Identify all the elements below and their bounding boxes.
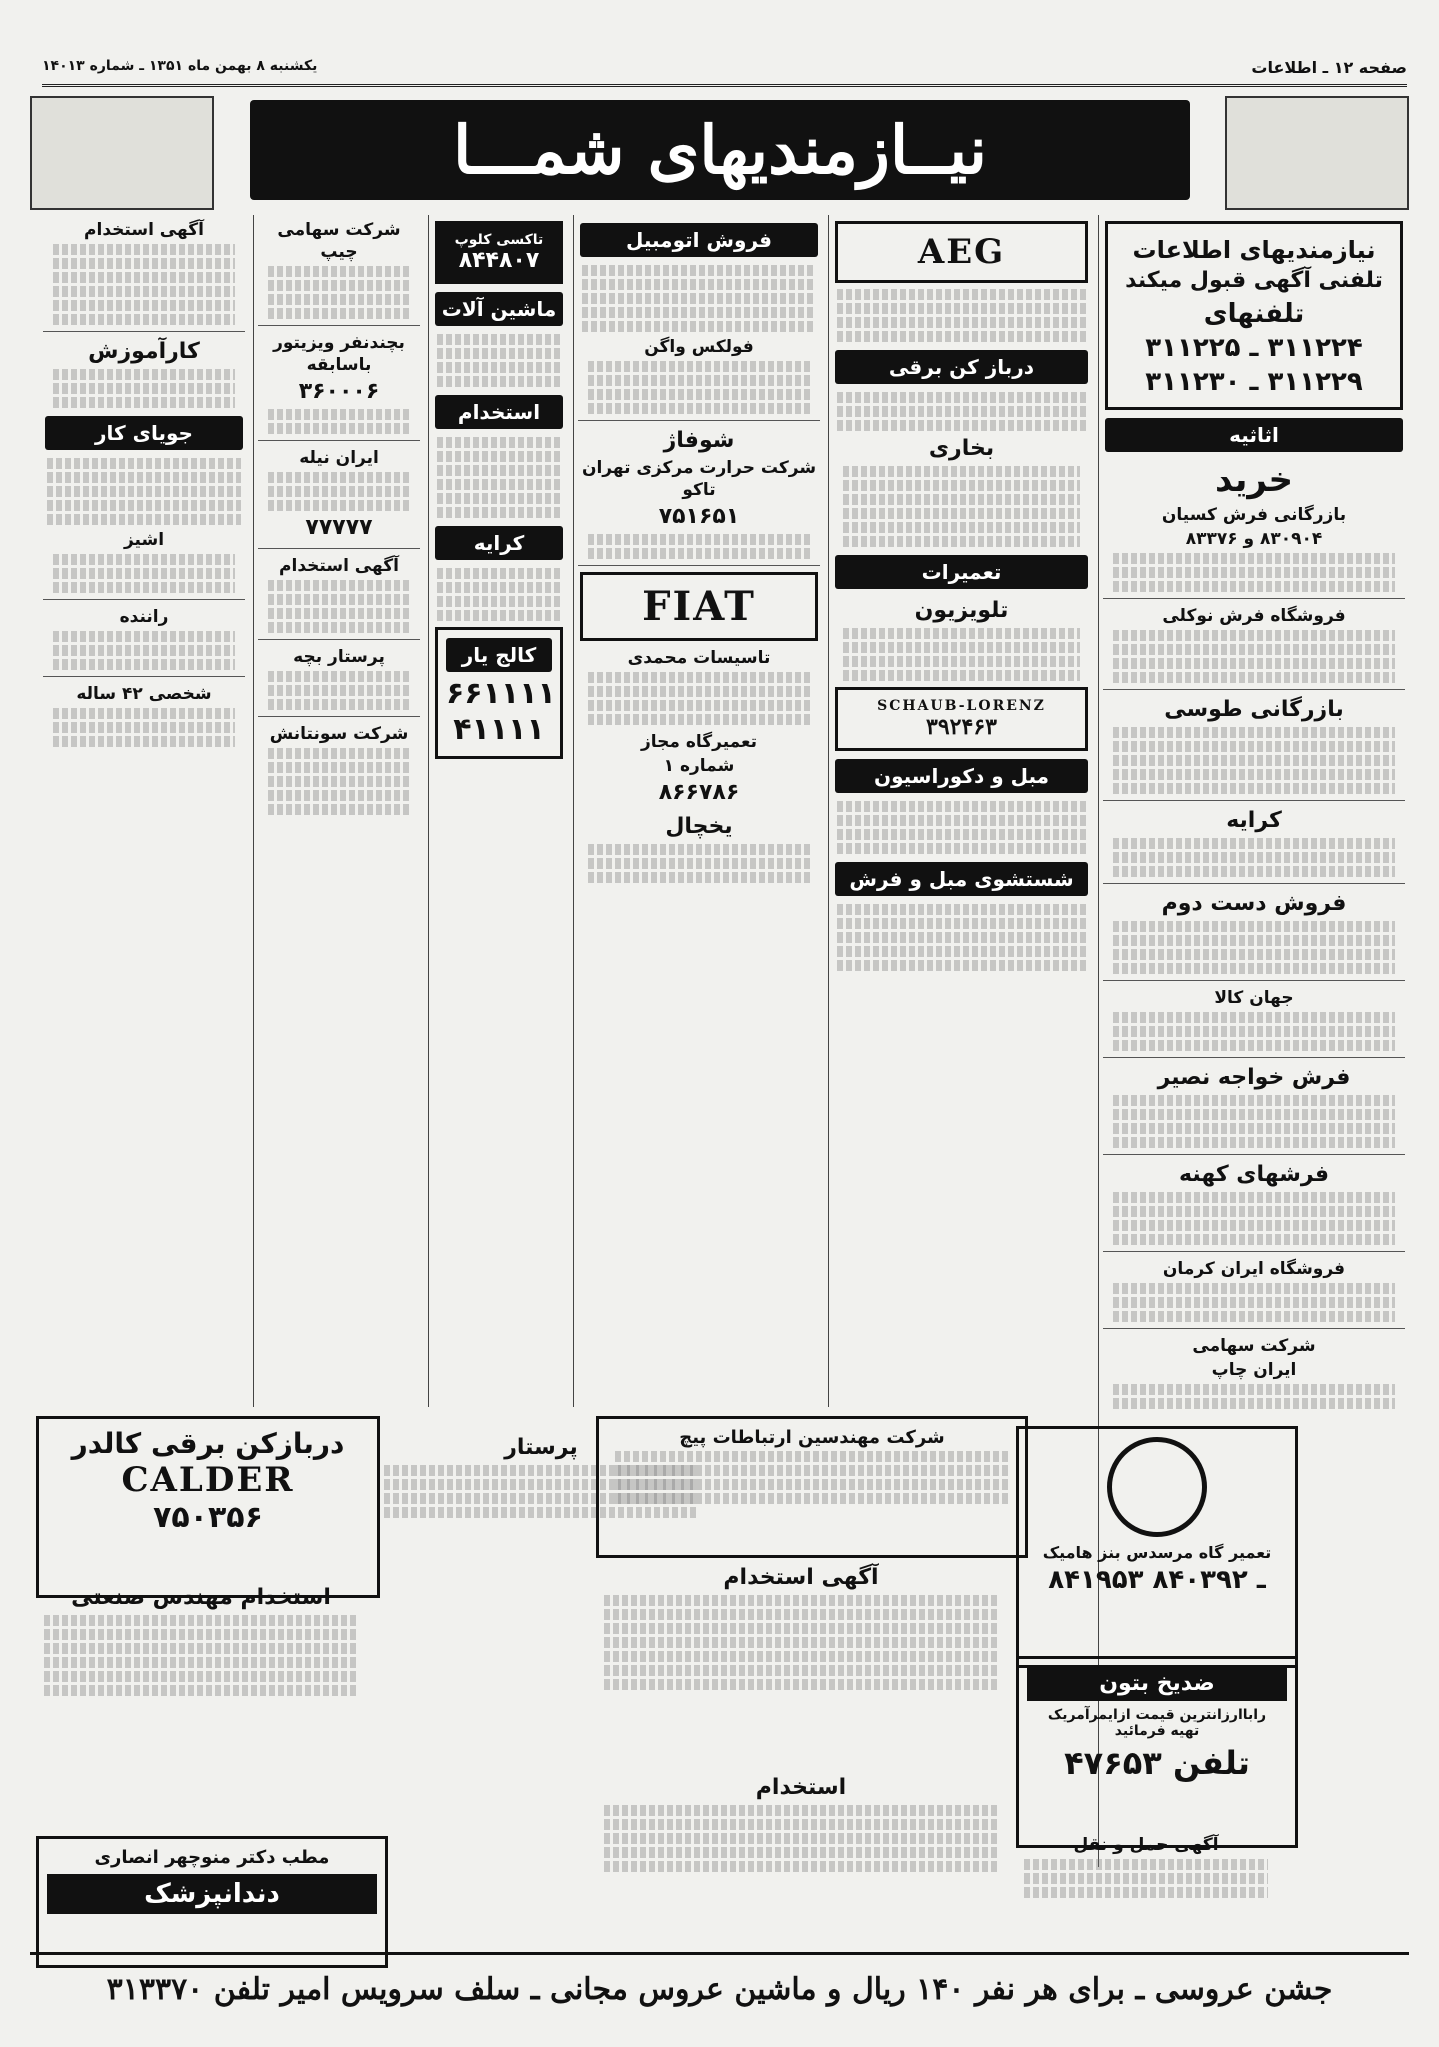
- page-header: [42, 58, 1407, 87]
- removal-title: آگهی حمل و نقل: [1073, 1835, 1219, 1855]
- engineer-hiring-title: استخدام مهندس صنعتی: [71, 1585, 331, 1610]
- college-title: کالج یار: [446, 638, 552, 672]
- column-6: [39, 215, 249, 1407]
- col6-ad-4: [45, 606, 243, 670]
- beton-line: راباارزانترین قیمت ازایمرآمریک تهیه فرمائید: [1047, 1707, 1267, 1739]
- ad-tv: [835, 597, 1088, 681]
- schaub-lorenz-logo: [835, 687, 1088, 751]
- ad-shoflaz: [580, 427, 818, 559]
- ad-10: [1105, 1335, 1403, 1409]
- ad-10-title: شرکت سهامی: [1192, 1336, 1316, 1356]
- taxi-club-box: [435, 221, 563, 284]
- taxi-club-phone: ۸۴۴۸۰۷: [458, 248, 540, 273]
- banner-illustration-left: [30, 96, 214, 210]
- contact-box-phones-2: ۳۱۱۲۲۹ ـ ۳۱۱۲۳۰: [1145, 367, 1363, 397]
- col6-ad-2: [45, 338, 243, 408]
- section-banner: نیــازمندیهای شمـــا: [250, 100, 1190, 200]
- contact-box-phones-1: ۳۱۱۲۲۴ ـ ۳۱۱۲۲۵: [1145, 333, 1363, 363]
- ad-majaz-phone: ۸۶۶۷۸۶: [658, 780, 740, 805]
- col5-ad-4-title: آگهی استخدام: [279, 556, 399, 576]
- col6-ad-5-title: شخصی ۴۲ ساله: [76, 684, 212, 704]
- col5-ad-3: [260, 447, 418, 542]
- calder-latin: CALDER: [121, 1460, 295, 1500]
- col6-ad-1: [45, 219, 243, 325]
- calder-title: دربازکن برقی کالدر: [71, 1427, 345, 1460]
- dentist-title: مطب دکتر منوچهر انصاری: [94, 1847, 330, 1868]
- ad-tv-title: تلویزیون: [914, 598, 1009, 623]
- ad-4: [1105, 807, 1403, 877]
- col6-ad-1-title: آگهی استخدام: [84, 220, 204, 240]
- removal-ad: [1016, 1834, 1276, 1934]
- ad-6: [1105, 987, 1403, 1051]
- ad-1-body: ۸۳۰۹۰۴ و ۸۳۳۷۶: [1185, 529, 1323, 549]
- col5-ad-5: [260, 646, 418, 710]
- calder-ad: [36, 1416, 380, 1598]
- ad-8: [1105, 1161, 1403, 1245]
- taxi-club-title: تاکسی کلوپ: [454, 232, 544, 248]
- page-label: صفحه ۱۲ ـ اطلاعات: [1251, 58, 1407, 77]
- ad-11-title: ایران چاپ: [1211, 1360, 1297, 1380]
- mercedes-phone: ۸۴۱۹۵۳ ـ ۸۴۰۳۹۲: [1048, 1565, 1266, 1595]
- ad-9-title: فروشگاه ایران کرمان: [1162, 1259, 1346, 1279]
- mercedes-logo-icon: [1107, 1437, 1207, 1537]
- col6-ad-2-title: کارآموزش: [88, 339, 200, 364]
- column-2: [828, 215, 1094, 1407]
- section-machinery: ماشین آلات: [435, 292, 563, 326]
- col6-ad-3-title: اشیز: [123, 530, 165, 550]
- ad-installers: [580, 647, 818, 725]
- section-job-seekers: جویای کار: [45, 416, 243, 450]
- hiring-ad-1: [596, 1564, 1006, 1764]
- beton-title: ضدیخ بتون: [1027, 1667, 1287, 1701]
- hiring-ad-2-title: استخدام: [755, 1775, 847, 1800]
- col5-ad-3-phone: ۷۷۷۷۷: [305, 515, 373, 540]
- dentist-subtitle: دندانپزشک: [47, 1874, 377, 1914]
- calder-phone: ۷۵۰۳۵۶: [153, 1500, 263, 1535]
- col5-ad-4: [260, 555, 418, 633]
- col6-ad-4-title: راننده: [119, 607, 169, 627]
- col6-ad-3: [45, 529, 243, 593]
- ad-5: [1105, 890, 1403, 974]
- ad-majaz-title: تعمیرگاه مجاز: [640, 732, 758, 752]
- ad-majaz-no: شماره ۱: [663, 756, 735, 776]
- ad-9: [1105, 1258, 1403, 1322]
- col6-ad-5: [45, 683, 243, 747]
- banner-illustration-right: [1225, 96, 1409, 210]
- issue-info: یکشنبه ۸ بهمن ماه ۱۳۵۱ ـ شماره ۱۴۰۱۳: [42, 58, 318, 74]
- column-5: [253, 215, 424, 1407]
- college-phone-1: ۶۶۱۱۱۱: [446, 676, 556, 711]
- col5-ad-2-phone: ۳۶۰۰۰۶: [298, 379, 380, 404]
- col5-ad-2: [260, 332, 418, 434]
- engineers-co-title: شرکت مهندسین ارتباطات پیچ: [679, 1427, 945, 1448]
- engineers-co-ad: [596, 1416, 1028, 1558]
- ad-heating-phone: ۷۵۱۶۵۱: [658, 504, 740, 529]
- schaub-lorenz-phone: ۳۹۲۴۶۳: [926, 714, 997, 740]
- schaub-lorenz-name: SCHAUB-LORENZ: [877, 698, 1046, 714]
- col5-ad-1: [260, 219, 418, 319]
- col5-ad-6: [260, 723, 418, 815]
- ad-bukhari-title: بخاری: [928, 436, 995, 461]
- ad-majaz: [580, 731, 818, 807]
- contact-box-phones-label: تلفنهای: [1203, 299, 1305, 329]
- engineer-hiring-ad: [36, 1584, 366, 1734]
- section-washing: شستشوی مبل و فرش: [835, 862, 1088, 896]
- ad-volkswagen-title: فولکس واگن: [644, 337, 754, 357]
- ad-installers-title: تاسیسات محمدی: [627, 648, 771, 668]
- col5-ad-2-title: بچندنفر ویزیتور باسابقه: [273, 333, 405, 375]
- ad-fridge-title: یخچال: [665, 814, 733, 839]
- ad-3-title: بازرگانی طوسی: [1164, 697, 1344, 722]
- ad-8-title: فرشهای کهنه: [1179, 1162, 1329, 1187]
- mercedes-ad: [1016, 1426, 1298, 1668]
- college-box: [435, 627, 563, 759]
- col5-lower-title: پرستار: [504, 1435, 578, 1460]
- section-door-openers: درباز کن برقی: [835, 350, 1088, 384]
- section-hiring: استخدام: [435, 395, 563, 429]
- section-rent: کرایه: [435, 526, 563, 560]
- contact-box-line: تلفنی آگهی قبول میکند: [1125, 268, 1383, 293]
- section-furnishing: مبل و دکوراسیون: [835, 759, 1088, 793]
- contact-box-title: نیازمندیهای اطلاعات: [1132, 236, 1376, 264]
- col5-ad-3-title: ایران نیله: [299, 448, 379, 468]
- col5-ad-5-title: پرستار بچه: [293, 647, 385, 667]
- ad-3: [1105, 696, 1403, 794]
- section-furniture: اثاثیه: [1105, 418, 1403, 452]
- hiring-ad-2: [596, 1774, 1006, 1924]
- column-4: [428, 215, 569, 1407]
- dentist-ad: [36, 1836, 388, 1968]
- section-repairs: تعمیرات: [835, 555, 1088, 589]
- kharid-heading: خرید: [1214, 460, 1294, 500]
- college-phone-2: ۴۱۱۱۱: [453, 712, 545, 747]
- fiat-logo: FIAT: [580, 572, 818, 641]
- ad-1: [1105, 504, 1403, 592]
- col5-ad-6-title: شرکت سونتانش: [269, 724, 409, 744]
- beton-phone: تلفن ۴۷۶۵۳: [1064, 1744, 1250, 1782]
- ad-bukhari: [835, 435, 1088, 547]
- ad-shoflaz-title: شوفاژ: [663, 428, 735, 453]
- footer-banner: جشن عروسی ـ برای هر نفر ۱۴۰ ریال و ماشین عروس مجانی ـ سلف سرویس امیر تلفن ۳۱۳۳۷۰: [30, 1952, 1409, 2025]
- mercedes-title: تعمیر گاه مرسدس بنز هامیک: [1042, 1543, 1272, 1562]
- ad-2-title: فروشگاه فرش نوکلی: [1162, 606, 1346, 626]
- contact-box: [1105, 221, 1403, 410]
- ad-7: [1105, 1064, 1403, 1148]
- col5-ad-1-title: شرکت سهامی چیپ: [277, 220, 401, 262]
- ad-4-title: کرایه: [1226, 808, 1282, 833]
- ad-7-title: فرش خواجه نصیر: [1157, 1065, 1351, 1090]
- beton-ad: [1016, 1656, 1298, 1848]
- column-3: [573, 215, 824, 1407]
- ad-fridge: [580, 813, 818, 883]
- ad-volkswagen: [580, 336, 818, 414]
- ad-5-title: فروش دست دوم: [1161, 891, 1347, 916]
- ad-1-title: بازرگانی فرش کسیان: [1161, 505, 1347, 525]
- ad-heating-co: شرکت حرارت مرکزی تهران تاکو: [581, 458, 817, 500]
- ad-2: [1105, 605, 1403, 683]
- section-car-sales: فروش اتومبیل: [580, 223, 818, 257]
- aeg-logo: AEG: [835, 221, 1088, 283]
- ad-6-title: جهان کالا: [1214, 988, 1294, 1008]
- hiring-ad-1-title: آگهی استخدام: [723, 1565, 879, 1590]
